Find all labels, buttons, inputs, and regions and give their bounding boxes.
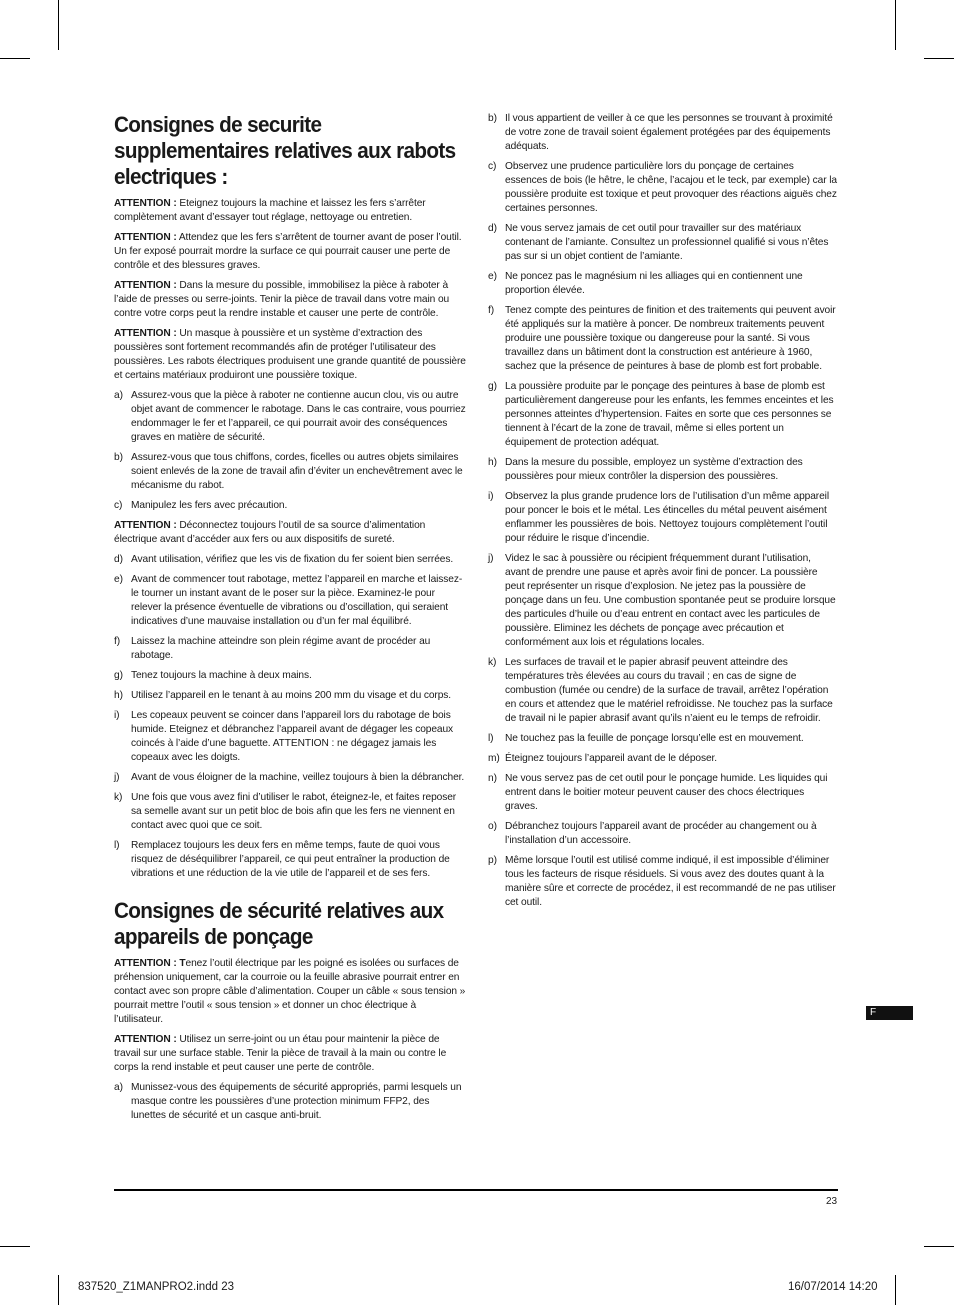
- list-item: [488, 222, 838, 264]
- list-item-text: Les surfaces de travail et le papier abrasif peuvent atteindre des températures très élevées au cours du travail ; en cas de signe de combustion (fumée ou cendre) de la surface de travail, arrêtez l’opération en cours et attendez que le matériel refroidisse. Ne touchez pas la surface de travail ni le papier abrasif avant qu’ils n’aient eu le temps de refroidir.: [505, 657, 833, 724]
- list-item-letter: k): [488, 657, 497, 668]
- warning-paragraph: ATTENTION : Dans la mesure du possible, immobilisez la pièce à raboter à l’aide de presses ou serre-joints. Tenir la pièce de travail dans votre main ou contre votre corps peut la rendre instable et causer une perte de contrôle.: [114, 280, 450, 319]
- section-title-planers: Consignes de securite supplementaires relatives aux rabots electriques :: [114, 112, 456, 189]
- list-item: [114, 499, 466, 513]
- list-item-letter: h): [114, 690, 123, 701]
- list-item: [488, 490, 838, 546]
- list-item-letter: l): [488, 733, 494, 744]
- list-item-text: Dans la mesure du possible, employez un système d’extraction des poussières pour mieux contrôler la dispersion des poussières.: [505, 457, 803, 482]
- list-item: [114, 791, 466, 833]
- list-item-letter: h): [488, 457, 497, 468]
- list-item-letter: f): [114, 636, 121, 647]
- planer-warnings: [114, 197, 466, 383]
- list-item: [114, 1081, 466, 1123]
- list-item-text: Débranchez toujours l’appareil avant de procéder au changement ou à l’installation d’un accessoire.: [505, 821, 817, 846]
- list-item-letter: j): [488, 553, 494, 564]
- list-item-letter: k): [114, 792, 123, 803]
- footer-date: 16/07/2014 14:20: [788, 1281, 878, 1293]
- warning-paragraph: ATTENTION : Utilisez un serre-joint ou un étau pour maintenir la pièce de travail sur une surface stable. Tenir la pièce de travail à la main ou contre le corps la rend instable et peut causer une perte de contrôle.: [114, 1034, 447, 1073]
- list-item-letter: a): [114, 390, 123, 401]
- list-item-text: Manipulez les fers avec précaution.: [131, 500, 288, 511]
- list-item: [488, 752, 838, 766]
- crop-mark: [895, 0, 896, 50]
- list-item: [114, 669, 466, 683]
- list-item-text: Observez une prudence particulière lors du ponçage de certaines essences de bois (le hêtre, le chêne, l’acajou et le teck, par exemple) car la poussière produite est toxique et peut provoquer des réactions aiguës chez certaines personnes.: [505, 161, 837, 214]
- footer-file: 837520_Z1MANPRO2.indd 23: [78, 1281, 234, 1293]
- list-item-letter: l): [114, 840, 120, 851]
- left-column: [114, 112, 466, 1129]
- list-item-text: Avant de vous éloigner de la machine, veillez toujours à bien la débrancher.: [131, 772, 465, 783]
- sander-list: [114, 1081, 466, 1123]
- list-item: [114, 689, 466, 703]
- list-item: [114, 389, 466, 445]
- list-item: [114, 771, 466, 785]
- list-item-letter: b): [114, 452, 123, 463]
- list-item-text: Les copeaux peuvent se coincer dans l’appareil lors du rabotage de bois humide. Eteignez et débranchez l’appareil avant de dégager les copeaux coincés à l’aide d’une baguette. ATTENTION : ne dégagez jamais les copeaux avec les doigts.: [131, 710, 454, 763]
- list-item-letter: i): [488, 491, 494, 502]
- crop-mark: [58, 0, 59, 50]
- list-item: [488, 160, 838, 216]
- list-item-text: Tenez toujours la machine à deux mains.: [131, 670, 312, 681]
- list-item-letter: j): [114, 772, 120, 783]
- planer-list-b: [114, 553, 466, 881]
- list-item-letter: p): [488, 855, 497, 866]
- list-item-letter: g): [488, 381, 497, 392]
- list-item: [488, 732, 838, 746]
- list-item: [114, 553, 466, 567]
- list-item: [114, 573, 466, 629]
- list-item-letter: i): [114, 710, 120, 721]
- list-item: [488, 270, 838, 298]
- footer-rule: [114, 1189, 838, 1191]
- list-item-letter: a): [114, 1082, 123, 1093]
- list-item-text: Ne vous servez pas de cet outil pour le ponçage humide. Les liquides qui entrent dans le boitier moteur peuvent causer des chocs électriques graves.: [505, 773, 828, 812]
- list-item-letter: o): [488, 821, 497, 832]
- list-item-text: Même lorsque l’outil est utilisé comme indiqué, il est impossible d’éliminer tous les facteurs de risque résiduels. Si vous avez des doutes quant à la manière sûre et correcte de procédez, il est recommandé de ne pas utiliser cet outil.: [505, 855, 836, 908]
- list-item: [488, 456, 838, 484]
- crop-mark: [924, 58, 954, 59]
- list-item-text: Munissez-vous des équipements de sécurité appropriés, parmi lesquels un masque contre les poussières d’une protection minimum FFP2, des lunettes de sécurité et un casque anti-bruit.: [131, 1082, 462, 1121]
- list-item-letter: g): [114, 670, 123, 681]
- list-item-text: La poussière produite par le ponçage des peintures à base de plomb est particulièrement dangereuse pour les enfants, les femmes enceintes et les personnes atteintes d’hypertension. Faites en sorte que ces personnes se tiennent à l’écart de la zone de travail, même si elles portent un équipement de protection adéquat.: [505, 381, 834, 448]
- list-item-letter: c): [114, 500, 123, 511]
- page-number: 23: [826, 1196, 838, 1207]
- list-item-letter: m): [488, 753, 500, 764]
- list-item-text: Laissez la machine atteindre son plein régime avant de procéder au rabotage.: [131, 636, 431, 661]
- sander-warnings: [114, 957, 466, 1075]
- list-item-text: Observez la plus grande prudence lors de l’utilisation d’un même appareil pour poncer le bois et le métal. Les étincelles du métal peuvent aisément enflammer les poussières de bois. Nettoyez toujours complètement l’outil pour réduire le risque d’incendie.: [505, 491, 829, 544]
- warning-paragraph: ATTENTION : Attendez que les fers s’arrêtent de tourner avant de poser l’outil. Un fer exposé pourrait mordre la surface ce qui pourrait causer une perte de contrôle et des blessures graves.: [114, 232, 462, 271]
- list-item-letter: c): [488, 161, 497, 172]
- list-item: [114, 839, 466, 881]
- list-item: [488, 820, 838, 848]
- list-item-letter: e): [488, 271, 497, 282]
- crop-mark: [895, 1275, 896, 1305]
- crop-mark: [0, 1246, 30, 1247]
- language-tab: F: [866, 1006, 913, 1020]
- list-item-text: Assurez-vous que tous chiffons, cordes, ficelles ou autres objets similaires soient enlevés de la zone de travail afin d’éviter un enchevêtrement avec le mécanisme du rabot.: [131, 452, 463, 491]
- list-item-text: Videz le sac à poussière ou récipient fréquemment durant l’utilisation, avant de prendre une pause et après avoir fini de poncer. La poussière peut représenter un risque d’explosion. Ne jetez pas la poussière de ponçage dans un feu. Une combustion spontanée peut se produire lorsque des particules d’huile ou d’eau entrent en contact avec les particules de poussière. Eliminez les déchets de ponçage avec précaution et conformément aux lois et régulations locales.: [505, 553, 836, 648]
- list-item-text: Remplacez toujours les deux fers en même temps, faute de quoi vous risquez de déséquilibrer l’appareil, ce qui peut entraîner la production de vibrations et une réduction de la vie utile de l’appareil et de ses fers.: [131, 840, 450, 879]
- list-item: [488, 656, 838, 726]
- list-item-letter: b): [488, 113, 497, 124]
- crop-mark: [0, 58, 30, 59]
- right-column: [488, 112, 838, 916]
- list-item: [488, 552, 838, 650]
- list-item-text: Une fois que vous avez fini d’utiliser le rabot, éteignez-le, et faites reposer sa semelle avant sur un petit bloc de bois afin que les fers ne viennent en contact avec quoi que ce soit.: [131, 792, 457, 831]
- list-item-text: Ne touchez pas la feuille de ponçage lorsqu’elle est en mouvement.: [505, 733, 804, 744]
- list-item-text: Ne poncez pas le magnésium ni les alliages qui en contiennent une proportion élevée.: [505, 271, 803, 296]
- warning-paragraph: ATTENTION : Un masque à poussière et un système d’extraction des poussières sont fortement recommandés afin de protéger l’utilisateur des poussières. Les rabots électriques produisent une grande quantité de poussière et certains matériaux produiront une poussière toxique.: [114, 328, 466, 381]
- list-item-text: Avant de commencer tout rabotage, mettez l’appareil en marche et laissez-le tourner un instant avant de le poser sur la pièce. Examinez-le pour relever la présence éventuelle de vibrations ou d’oscillation, qui seraient indicatives d’une mauvaise installation ou d’un fer mal équilibré.: [131, 574, 463, 627]
- sander-list-continued: [488, 112, 838, 910]
- crop-mark: [58, 1275, 59, 1305]
- list-item: [114, 635, 466, 663]
- list-item-letter: e): [114, 574, 123, 585]
- list-item-text: Utilisez l’appareil en le tenant à au moins 200 mm du visage et du corps.: [131, 690, 452, 701]
- list-item-letter: f): [488, 305, 495, 316]
- list-item-text: Assurez-vous que la pièce à raboter ne contienne aucun clou, vis ou autre objet avant de commencer le rabotage. Dans le cas contraire, vous pourriez endommager le fer et l’appareil, ce qui pourrait avoir des conséquences graves en matière de sécurité.: [131, 390, 466, 443]
- warning-paragraph: ATTENTION : Tenez l’outil électrique par les poigné es isolées ou surfaces de préhension uniquement, car la courroie ou la feuille abrasive pourrait entrer en contact avec son propre câble d’alimentation. Couper un câble « sous tension » pourrait mettre l’outil « sous tension » et donner un choc électrique à l’utilisateur.: [114, 958, 466, 1025]
- list-item: [488, 380, 838, 450]
- list-item-text: Éteignez toujours l’appareil avant de le déposer.: [505, 753, 718, 764]
- list-item: [488, 112, 838, 154]
- list-item-letter: d): [114, 554, 123, 565]
- list-item: [114, 451, 466, 493]
- list-item-text: Tenez compte des peintures de finition et des traitements qui peuvent avoir été appliqués sur la matière à poncer. De nombreux traitements peuvent produire une poussière toxique ou dangereuse pour la santé. Si vous travaillez dans un bâtiment dont la construction est antérieure à 1960, sachez que la présence de peintures à base de plomb est fort probable.: [505, 305, 836, 372]
- list-item-text: Avant utilisation, vérifiez que les vis de fixation du fer soient bien serrées.: [131, 554, 454, 565]
- warning-paragraph: ATTENTION : Déconnectez toujours l’outil de sa source d’alimentation électrique avant d’accéder aux fers ou aux dispositifs de sureté.: [114, 520, 426, 545]
- list-item: [114, 709, 466, 765]
- list-item-text: Il vous appartient de veiller à ce que les personnes se trouvant à proximité de votre zone de travail soient également protégées par des équipements adéquats.: [505, 113, 833, 152]
- list-item: [488, 772, 838, 814]
- list-item-letter: n): [488, 773, 497, 784]
- planer-list-a: [114, 389, 466, 513]
- list-item-letter: d): [488, 223, 497, 234]
- list-item: [488, 304, 838, 374]
- warning-paragraph: ATTENTION : Eteignez toujours la machine et laissez les fers s’arrêter complètement avant d’essayer tout réglage, nettoyage ou entretien.: [114, 198, 426, 223]
- section-title-sanders: Consignes de sécurité relatives aux appareils de ponçage: [114, 898, 444, 949]
- crop-mark: [924, 1246, 954, 1247]
- list-item-text: Ne vous servez jamais de cet outil pour travailler sur des matériaux contenant de l’amiante. Consultez un professionnel qualifié si vous n’êtes pas sur si un objet contient de l’amiante.: [505, 223, 829, 262]
- list-item: [488, 854, 838, 910]
